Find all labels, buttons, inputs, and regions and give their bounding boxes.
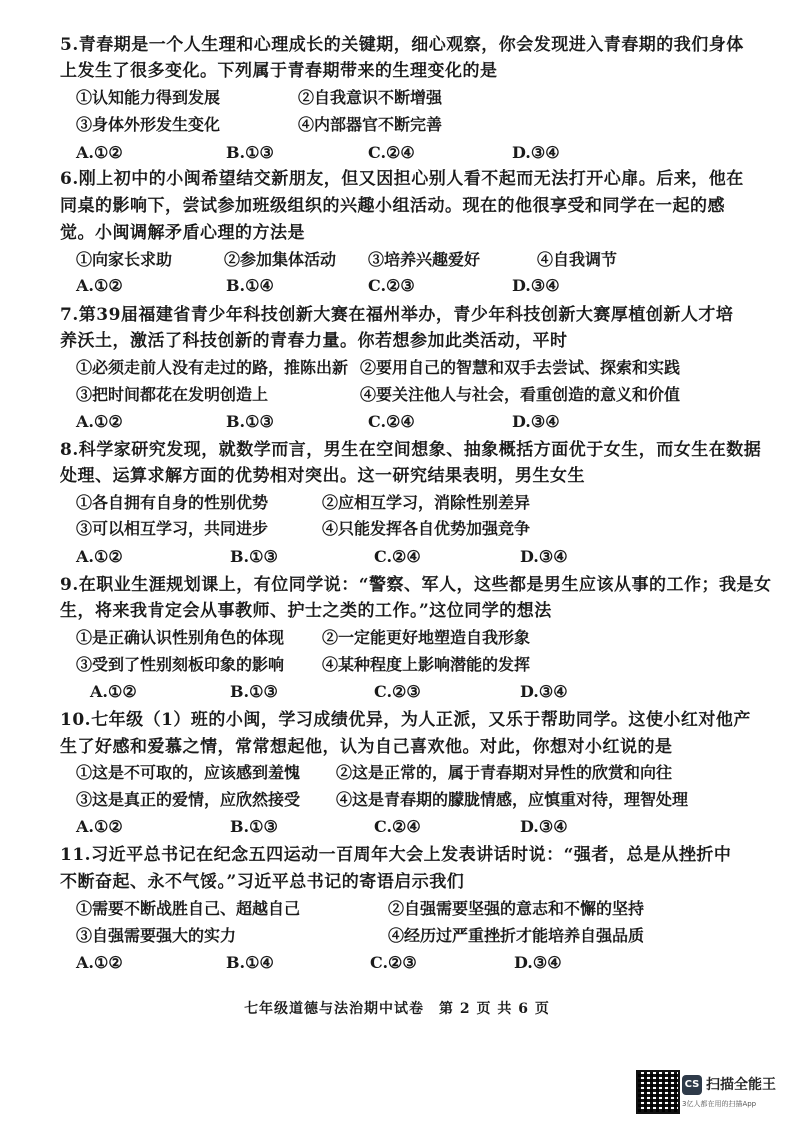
- scanner-tagline: 3亿人都在用的扫描App: [682, 1100, 757, 1108]
- q6-statement-1: ①向家长求助: [76, 250, 173, 269]
- q9-choice-a: A.①②: [90, 682, 137, 701]
- q6-choice-d: D.③④: [512, 276, 560, 295]
- q7-statement-1: ①必须走前人没有走过的路，推陈出新: [76, 358, 349, 377]
- q11-choice-d: D.③④: [514, 953, 562, 972]
- camscanner-logo: CS: [682, 1075, 702, 1095]
- q6-choice-b: B.①④: [226, 276, 274, 295]
- q9-choice-d: D.③④: [520, 682, 568, 701]
- q8-statement-1: ①各自拥有自身的性别优势: [76, 493, 269, 512]
- q5-statement-1: ①认知能力得到发展: [76, 88, 221, 107]
- scanner-app-name: 扫描全能王: [706, 1077, 776, 1093]
- q10-stem-line-1: 10.七年级（1）班的小闽，学习成绩优异，为人正派，又乐于帮助同学。这使小红对他产: [60, 710, 751, 730]
- q9-statement-1: ①是正确认识性别角色的体现: [76, 628, 285, 647]
- q11-statement-2: ②自强需要坚强的意志和不懈的坚持: [388, 899, 645, 918]
- q9-statement-3: ③受到了性别刻板印象的影响: [76, 655, 285, 674]
- q11-choice-c: C.②③: [370, 953, 417, 972]
- q9-stem-line-2: 生，将来我肯定会从事教师、护士之类的工作。”这位同学的想法: [60, 601, 552, 621]
- q7-statement-3: ③把时间都花在发明创造上: [76, 385, 269, 404]
- q8-choice-b: B.①③: [230, 547, 278, 566]
- q9-choice-b: B.①③: [230, 682, 278, 701]
- q10-choice-a: A.①②: [76, 817, 123, 836]
- q10-statement-1: ①这是不可取的，应该感到羞愧: [76, 763, 301, 782]
- q11-statement-3: ③自强需要强大的实力: [76, 926, 237, 945]
- q11-statement-1: ①需要不断战胜自己、超越自己: [76, 899, 301, 918]
- q10-statement-4: ④这是青春期的朦胧情感，应慎重对待，理智处理: [336, 790, 689, 809]
- q11-choice-a: A.①②: [76, 953, 123, 972]
- q11-stem-line-2: 不断奋起、永不气馁。”习近平总书记的寄语启示我们: [60, 872, 465, 892]
- q10-statement-2: ②这是正常的，属于青春期对异性的欣赏和向往: [336, 763, 673, 782]
- q6-statement-2: ②参加集体活动: [224, 250, 337, 269]
- q6-stem-line-2: 同桌的影响下，尝试参加班级组织的兴趣小组活动。现在的他很享受和同学在一起的感: [60, 196, 725, 216]
- q5-statement-3: ③身体外形发生变化: [76, 115, 221, 134]
- q7-statement-4: ④要关注他人与社会，看重创造的意义和价值: [360, 385, 681, 404]
- q6-choice-c: C.②③: [368, 276, 415, 295]
- q9-stem-line-1: 9.在职业生涯规划课上，有位同学说：“警察、军人，这些都是男生应该从事的工作；我是女: [60, 575, 772, 595]
- qr-code-icon: [636, 1070, 680, 1114]
- q6-statement-4: ④自我调节: [537, 250, 618, 269]
- q7-stem-line-2: 养沃土，激活了科技创新的青春力量。你若想参加此类活动，平时: [60, 331, 568, 351]
- q6-stem-line-3: 觉。小闽调解矛盾心理的方法是: [60, 223, 305, 243]
- q10-statement-3: ③这是真正的爱情，应欣然接受: [76, 790, 301, 809]
- q6-statement-3: ③培养兴趣爱好: [368, 250, 481, 269]
- q8-statement-3: ③可以相互学习，共同进步: [76, 519, 269, 538]
- q10-choice-c: C.②④: [374, 817, 421, 836]
- q7-statement-2: ②要用自己的智慧和双手去尝试、探索和实践: [360, 358, 681, 377]
- q10-choice-d: D.③④: [520, 817, 568, 836]
- page-footer: 七年级道德与法治期中试卷 第 2 页 共 6 页: [244, 1001, 550, 1017]
- q6-choice-a: A.①②: [76, 276, 123, 295]
- q5-statement-4: ④内部器官不断完善: [298, 115, 443, 134]
- q9-statement-2: ②一定能更好地塑造自我形象: [322, 628, 531, 647]
- q6-stem-line-1: 6.刚上初中的小闽希望结交新朋友，但又因担心别人看不起而无法打开心扉。后来，他在: [60, 169, 744, 189]
- q5-stem-line-2: 上发生了很多变化。下列属于青春期带来的生理变化的是: [60, 61, 498, 81]
- q10-choice-b: B.①③: [230, 817, 278, 836]
- q8-stem-line-2: 处理、运算求解方面的优势相对突出。这一研究结果表明，男生女生: [60, 466, 585, 486]
- q7-choice-c: C.②④: [368, 412, 415, 431]
- q7-stem-line-1: 7.第39届福建省青少年科技创新大赛在福州举办，青少年科技创新大赛厚植创新人才培: [60, 305, 734, 325]
- q5-choice-a: A.①②: [76, 143, 123, 162]
- q5-choice-d: D.③④: [512, 143, 560, 162]
- q5-choice-c: C.②④: [368, 143, 415, 162]
- q5-statement-2: ②自我意识不断增强: [298, 88, 443, 107]
- q7-choice-a: A.①②: [76, 412, 123, 431]
- q8-statement-4: ④只能发挥各自优势加强竞争: [322, 519, 531, 538]
- q8-choice-d: D.③④: [520, 547, 568, 566]
- q7-choice-d: D.③④: [512, 412, 560, 431]
- q8-choice-a: A.①②: [76, 547, 123, 566]
- q8-statement-2: ②应相互学习，消除性别差异: [322, 493, 531, 512]
- q9-statement-4: ④某种程度上影响潜能的发挥: [322, 655, 531, 674]
- q11-choice-b: B.①④: [226, 953, 274, 972]
- q11-stem-line-1: 11.习近平总书记在纪念五四运动一百周年大会上发表讲话时说：“强者，总是从挫折中: [60, 845, 732, 865]
- q10-stem-line-2: 生了好感和爱慕之情，常常想起他，认为自己喜欢他。对此，你想对小红说的是: [60, 737, 673, 757]
- q11-statement-4: ④经历过严重挫折才能培养自强品质: [388, 926, 645, 945]
- q8-stem-line-1: 8.科学家研究发现，就数学而言，男生在空间想象、抽象概括方面优于女生，而女生在数据: [60, 440, 762, 460]
- q5-stem-line-1: 5.青春期是一个人生理和心理成长的关键期，细心观察，你会发现进入青春期的我们身体: [60, 35, 744, 55]
- q9-choice-c: C.②③: [374, 682, 421, 701]
- q7-choice-b: B.①③: [226, 412, 274, 431]
- q8-choice-c: C.②④: [374, 547, 421, 566]
- q5-choice-b: B.①③: [226, 143, 274, 162]
